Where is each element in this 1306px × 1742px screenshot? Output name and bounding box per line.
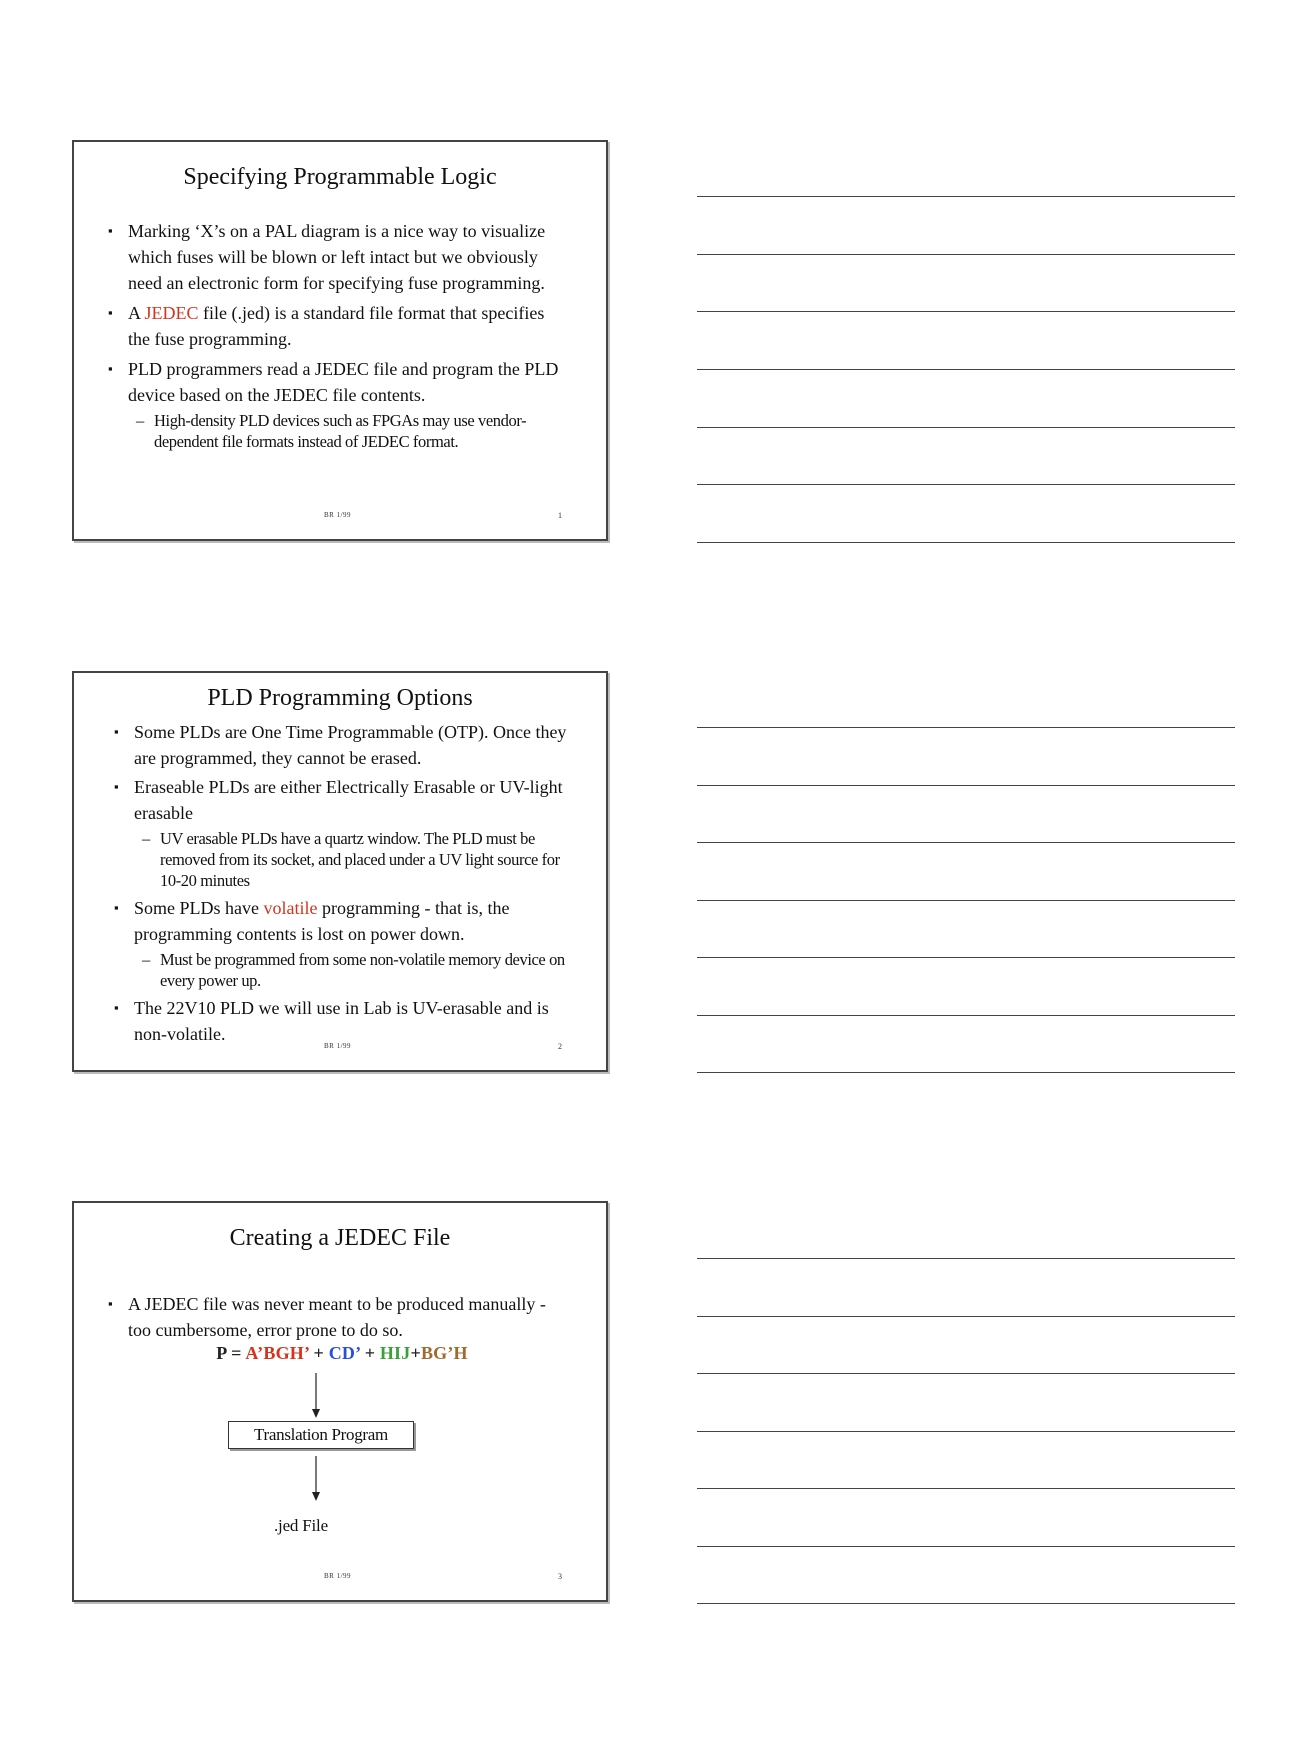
bullet-item	[108, 218, 568, 296]
arrow-down-icon	[310, 1373, 322, 1419]
sub-bullet-text: High-density PLD devices such as FPGAs may use vendor-dependent file formats instead of JEDEC format.	[154, 411, 527, 451]
note-line	[697, 1546, 1235, 1547]
note-line	[697, 484, 1235, 485]
highlight-volatile: volatile	[263, 898, 318, 918]
bullet-item	[114, 719, 568, 771]
note-line	[697, 957, 1235, 958]
bullet-text-post: file (.jed) is a standard file format that specifies the fuse programming.	[128, 303, 545, 349]
boolean-equation	[74, 1343, 610, 1364]
bullet-list	[108, 1291, 568, 1347]
note-line	[697, 900, 1235, 901]
sub-glyph: –	[142, 950, 150, 969]
bullet-item	[114, 995, 568, 1047]
note-line	[697, 1015, 1235, 1016]
note-line	[697, 727, 1235, 728]
bullet-text: A JEDEC file was never meant to be produced manually - too cumbersome, error prone to do so.	[128, 1294, 546, 1340]
note-line	[697, 542, 1235, 543]
note-line	[697, 785, 1235, 786]
highlight-jedec: JEDEC	[144, 303, 199, 323]
bullet-text-pre: A	[128, 303, 145, 323]
sub-bullet-text: UV erasable PLDs have a quartz window. The PLD must be removed from its socket, and placed under a UV light source for 10-20 minutes	[160, 829, 560, 890]
bullet-text-pre: Some PLDs have	[134, 898, 264, 918]
bullet-text: Some PLDs are One Time Programmable (OTP). Once they are programmed, they cannot be erased.	[134, 722, 567, 768]
bullet-text: PLD programmers read a JEDEC file and program the PLD device based on the JEDEC file contents.	[128, 359, 559, 405]
slide-2	[72, 671, 608, 1072]
sub-bullet	[134, 828, 568, 891]
equation-term-1: A’BGH’	[245, 1343, 309, 1363]
equation-lhs: P =	[216, 1343, 246, 1363]
footer-date: BR 1/99	[324, 1572, 352, 1580]
page-number: 1	[558, 511, 562, 520]
note-line	[697, 311, 1235, 312]
footer-date: BR 1/99	[324, 1042, 352, 1050]
bullet-text: The 22V10 PLD we will use in Lab is UV-erasable and is non-volatile.	[134, 998, 549, 1044]
bullet-text-post: programming - that is, the programming contents is lost on power down.	[134, 898, 510, 944]
bullet-item	[108, 356, 568, 452]
bullet-glyph: ▪	[114, 724, 119, 739]
note-line	[697, 196, 1235, 197]
equation-term-2: CD’	[328, 1343, 360, 1363]
equation-term-3: HIJ	[379, 1343, 411, 1363]
note-line	[697, 369, 1235, 370]
bullet-glyph: ▪	[108, 223, 113, 238]
bullet-glyph: ▪	[108, 1296, 113, 1311]
sub-glyph: –	[136, 411, 144, 430]
page-number: 2	[558, 1042, 562, 1051]
note-line	[697, 842, 1235, 843]
slide-1	[72, 140, 608, 541]
bullet-glyph: ▪	[108, 361, 113, 376]
sub-bullet	[128, 410, 568, 452]
note-line	[697, 1316, 1235, 1317]
note-line	[697, 1488, 1235, 1489]
slide-3	[72, 1201, 608, 1602]
note-line	[697, 1258, 1235, 1259]
bullet-glyph: ▪	[114, 900, 119, 915]
bullet-glyph: ▪	[114, 779, 119, 794]
sub-bullet	[134, 949, 568, 991]
note-line	[697, 254, 1235, 255]
bullet-item	[108, 1291, 568, 1343]
note-line	[697, 1373, 1235, 1374]
page-number: 3	[558, 1572, 562, 1581]
plus-sign: +	[313, 1343, 325, 1363]
slide-title: Creating a JEDEC File	[229, 1225, 451, 1251]
note-line	[697, 1072, 1235, 1073]
bullet-item	[114, 774, 568, 891]
equation-term-4: BG’H	[420, 1343, 468, 1363]
slide-title: PLD Programming Options	[207, 685, 473, 711]
bullet-list	[108, 218, 568, 456]
bullet-list	[114, 719, 568, 1050]
bullet-item	[108, 300, 568, 352]
arrow-down-icon	[310, 1456, 322, 1502]
sub-bullet-text: Must be programmed from some non-volatile memory device on every power up.	[160, 950, 565, 990]
bullet-glyph: ▪	[114, 1000, 119, 1015]
footer-date: BR 1/99	[324, 511, 352, 519]
plus-sign: +	[364, 1343, 376, 1363]
bullet-glyph: ▪	[108, 305, 113, 320]
plus-sign: +	[410, 1343, 421, 1363]
translation-program-box: Translation Program	[228, 1421, 414, 1449]
note-line	[697, 1431, 1235, 1432]
note-line	[697, 427, 1235, 428]
sub-glyph: –	[142, 829, 150, 848]
slide-title: Specifying Programmable Logic	[183, 164, 497, 190]
jed-file-label: .jed File	[274, 1516, 328, 1535]
note-line	[697, 1603, 1235, 1604]
bullet-text: Marking ‘X’s on a PAL diagram is a nice way to visualize which fuses will be blown or left intact but we obviously need an electronic form for specifying fuse programming.	[128, 221, 546, 293]
bullet-item	[114, 895, 568, 991]
bullet-text: Eraseable PLDs are either Electrically Erasable or UV-light erasable	[134, 777, 563, 823]
